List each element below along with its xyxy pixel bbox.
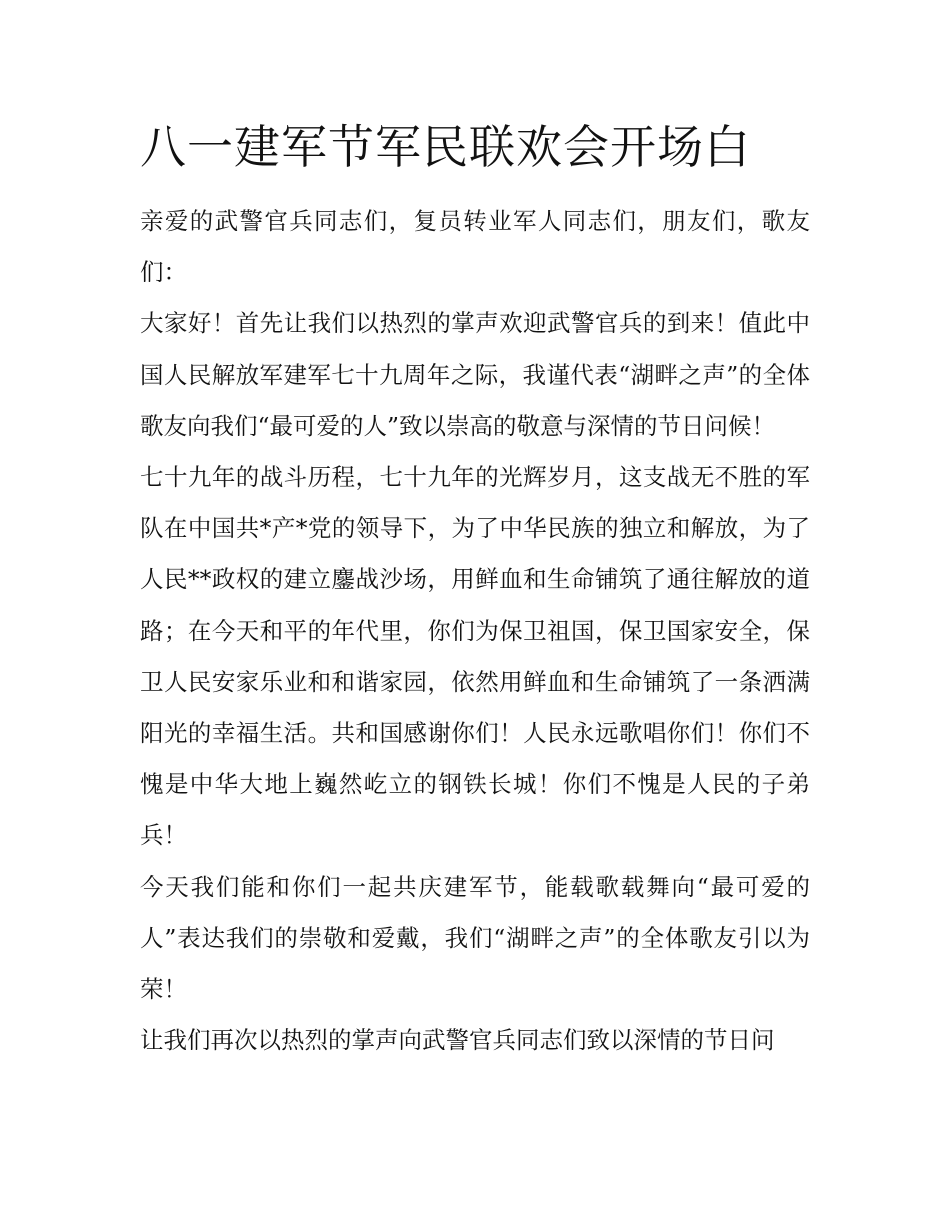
paragraph-greeting: 亲爱的武警官兵同志们，复员转业军人同志们，朋友们，歌友们： [140,207,810,287]
document-title: 八一建军节军民联欢会开场白 [140,120,751,174]
document-body [140,196,810,1066]
paragraph-applause: 让我们再次以热烈的掌声向武警官兵同志们致以深情的节日问 [140,1026,775,1055]
paragraph-welcome: 大家好！首先让我们以热烈的掌声欢迎武警官兵的到来！值此中国人民解放军建军七十九周年之际，我谨代表“湖畔之声”的全体歌友向我们“最可爱的人”致以崇高的敬意与深情的节日问候！ [140,309,810,440]
paragraph-history: 七十九年的战斗历程，七十九年的光辉岁月，这支战无不胜的军队在中国共*产*党的领导下，为了中华民族的独立和解放，为了人民**政权的建立鏖战沙场，用鲜血和生命铺筑了通往解放的道路；在今天和平的年代里，你们为保卫祖国，保卫国家安全，保卫人民安家乐业和和谐家园，依然用鲜血和生命铺筑了一条洒满阳光的幸福生活。共和国感谢你们！人民永远歌唱你们！你们不愧是中华大地上巍然屹立的钢铁长城！你们不愧是人民的子弟兵！ [140,463,810,850]
paragraph-celebration: 今天我们能和你们一起共庆建军节，能载歌载舞向“最可爱的人”表达我们的崇敬和爱戴，我们“湖畔之声”的全体歌友引以为荣！ [140,872,810,1004]
